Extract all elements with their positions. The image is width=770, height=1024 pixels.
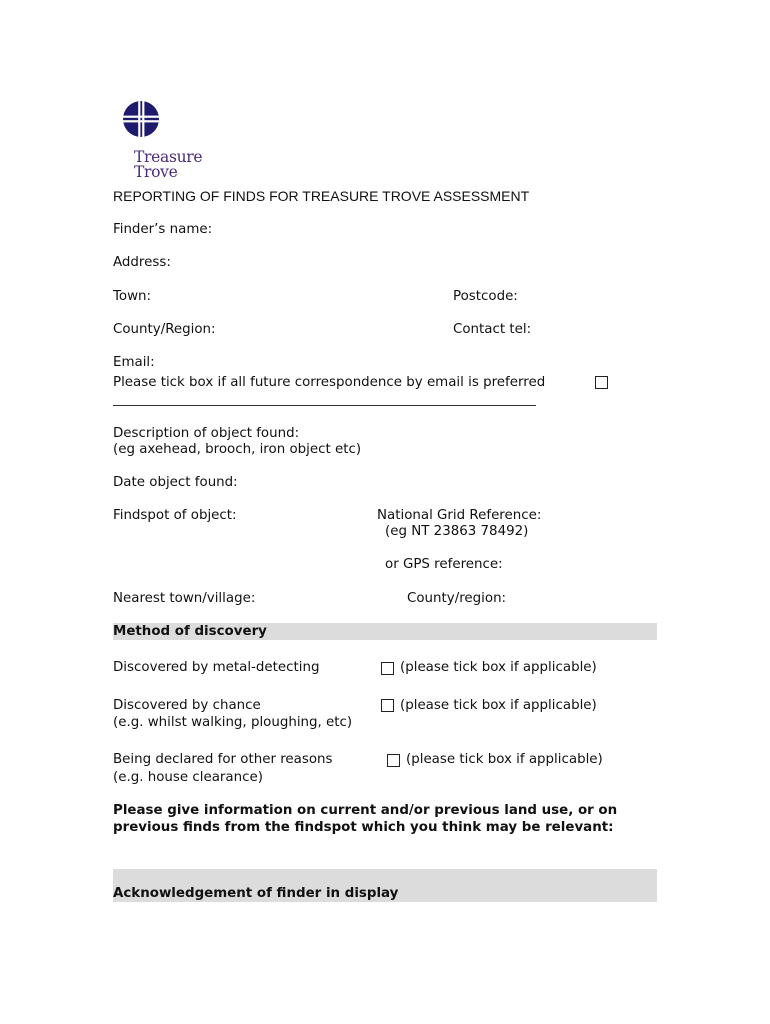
findspot-label: Findspot of object: xyxy=(113,508,237,523)
date-found-label: Date object found: xyxy=(113,475,238,490)
finder-name-label: Finder’s name: xyxy=(113,222,213,237)
other-reasons-tick-hint: (please tick box if applicable) xyxy=(406,752,603,767)
description-hint: (eg axehead, brooch, iron object etc) xyxy=(113,442,362,457)
email-preference-label: Please tick box if all future correspondence by email is preferred xyxy=(113,375,546,390)
contact-tel-label: Contact tel: xyxy=(453,322,532,337)
town-label: Town: xyxy=(113,289,152,304)
acknowledgement-heading: Acknowledgement of finder in display xyxy=(113,886,399,901)
chance-tick-hint: (please tick box if applicable) xyxy=(400,698,597,713)
chance-hint: (e.g. whilst walking, ploughing, etc) xyxy=(113,715,353,730)
chance-label: Discovered by chance xyxy=(113,698,261,713)
logo-text-line2: Trove xyxy=(134,163,178,181)
divider-line xyxy=(113,405,536,406)
form-title: REPORTING OF FINDS FOR TREASURE TROVE ASSESSMENT xyxy=(113,188,530,204)
email-label: Email: xyxy=(113,355,155,370)
metal-detecting-tick-hint: (please tick box if applicable) xyxy=(400,660,597,675)
other-reasons-hint: (e.g. house clearance) xyxy=(113,770,263,785)
description-label: Description of object found: xyxy=(113,426,300,441)
address-label: Address: xyxy=(113,255,171,270)
county-region-findspot-label: County/region: xyxy=(407,591,507,606)
chance-checkbox[interactable] xyxy=(381,699,394,712)
county-region-label: County/Region: xyxy=(113,322,216,337)
postcode-label: Postcode: xyxy=(453,289,518,304)
nearest-town-label: Nearest town/village: xyxy=(113,591,256,606)
ngr-hint: (eg NT 23863 78492) xyxy=(385,524,529,539)
treasure-trove-emblem-icon xyxy=(122,100,160,138)
email-preference-checkbox[interactable] xyxy=(595,376,608,389)
logo-text-line1: Treasure xyxy=(134,148,203,166)
gps-label: or GPS reference: xyxy=(385,557,503,572)
land-use-prompt-line1: Please give information on current and/or previous land use, or on xyxy=(113,803,618,818)
land-use-prompt-line2: previous finds from the findspot which you think may be relevant: xyxy=(113,820,614,835)
other-reasons-label: Being declared for other reasons xyxy=(113,752,333,767)
metal-detecting-label: Discovered by metal-detecting xyxy=(113,660,320,675)
other-reasons-checkbox[interactable] xyxy=(387,754,400,767)
metal-detecting-checkbox[interactable] xyxy=(381,662,394,675)
ngr-label: National Grid Reference: xyxy=(377,508,542,523)
method-heading: Method of discovery xyxy=(113,624,267,639)
